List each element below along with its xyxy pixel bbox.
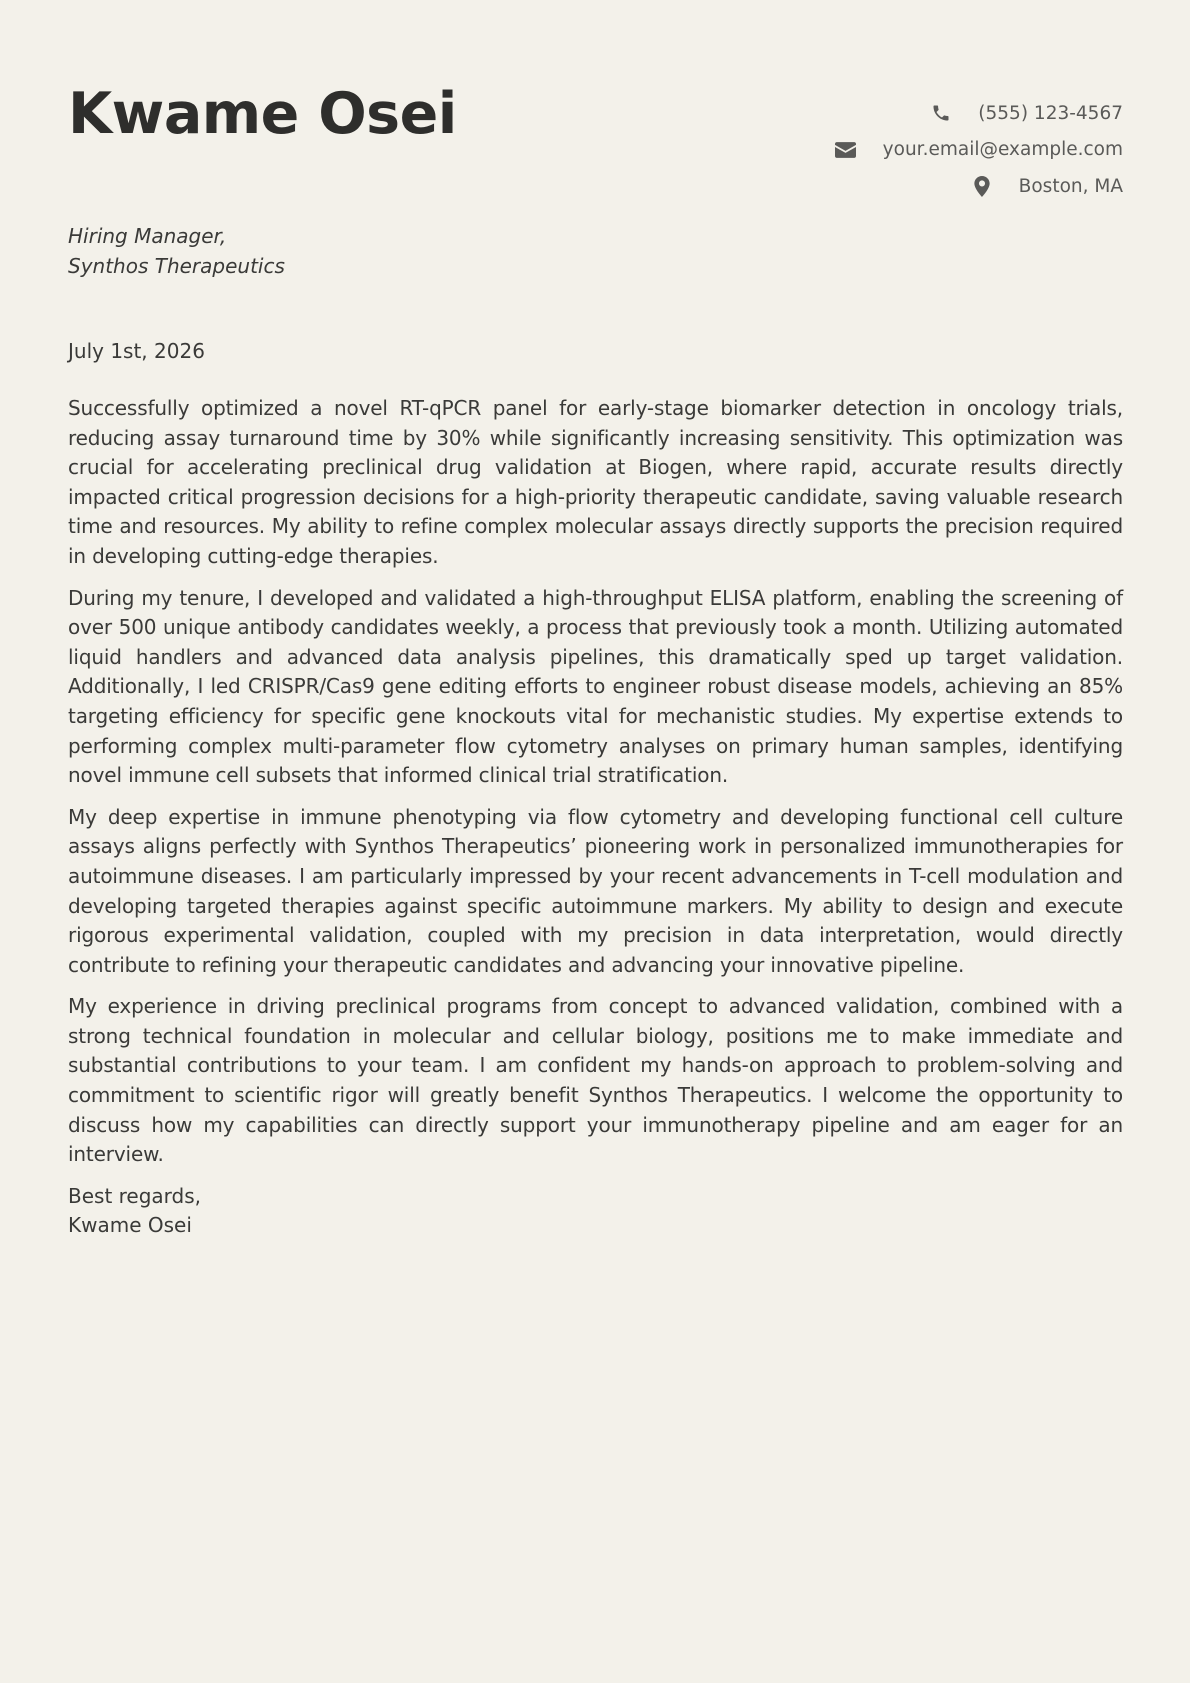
phone-number: (555) 123-4567 [978, 102, 1123, 124]
contact-email [835, 132, 1123, 169]
letter-date: July 1st, 2026 [68, 339, 205, 363]
email-address: your.email@example.com [882, 139, 1123, 161]
contact-location [835, 168, 1123, 205]
location-pin-icon [971, 175, 993, 197]
body-paragraph-3: My deep expertise in immune phenotyping via flow cytometry and developing functional cell culture assays aligns perfectly with Synthos Therapeutics’ pioneering work in personalized immunotherapies for autoimmune diseases. I am particularly impressed by your recent advancements in T-cell modulation and developing targeted therapies against specific autoimmune markers. My ability to design and execute rigorous experimental validation, coupled with my precision in data interpretation, would directly contribute to refining your therapeutic candidates and advancing your innovative pipeline. [68, 804, 1123, 977]
letter-body [68, 394, 1123, 1170]
closing-signature: Kwame Osei [68, 1213, 192, 1238]
closing-block [68, 1182, 1123, 1241]
contact-phone [835, 95, 1123, 132]
body-paragraph-4: My experience in driving preclinical programs from concept to advanced validation, combined with a strong technical foundation in molecular and cellular biology, positions me to make immediate and substantial contributions to your team. I am confident my hands-on approach to problem-solving and commitment to scientific rigor will greatly benefit Synthos Therapeutics. I welcome the opportunity to discuss how my capabilities can directly support your immunotherapy pipeline and am eager for an interview. [68, 994, 1123, 1167]
recipient-title: Hiring Manager, [68, 224, 227, 248]
recipient-company: Synthos Therapeutics [68, 253, 285, 278]
body-paragraph-2: During my tenure, I developed and validated a high-throughput ELISA platform, enabling the screening of over 500 unique antibody candidates weekly, a process that previously took a month. Utilizing automated liquid handlers and advanced data analysis pipelines, this dramatically sped up target validation. Additionally, I led CRISPR/Cas9 gene editing efforts to engineer robust disease models, achieving an 85% targeting efficiency for specific gene knockouts vital for mechanistic studies. My expertise extends to performing complex multi-parameter flow cytometry analyses on primary human samples, identifying novel immune cell subsets that informed clinical trial stratification. [68, 585, 1123, 788]
letter-header [68, 0, 1123, 210]
closing-salutation: Best regards, [68, 1183, 202, 1208]
envelope-icon [835, 139, 857, 161]
contact-list [835, 95, 1123, 205]
recipient-block [68, 222, 1123, 281]
body-paragraph-1: Successfully optimized a novel RT-qPCR panel for early-stage biomarker detection in oncology trials, reducing assay turnaround time by 30% while significantly increasing sensitivity. This optimization was crucial for accelerating preclinical drug validation at Biogen, where rapid, accurate results directly impacted critical progression decisions for a high-priority therapeutic candidate, saving valuable research time and resources. My ability to refine complex molecular assays directly supports the precision required in developing cutting-edge therapies. [68, 396, 1123, 568]
sender-name: Kwame Osei [68, 81, 457, 147]
phone-icon [930, 102, 952, 124]
location-text: Boston, MA [1018, 175, 1123, 197]
